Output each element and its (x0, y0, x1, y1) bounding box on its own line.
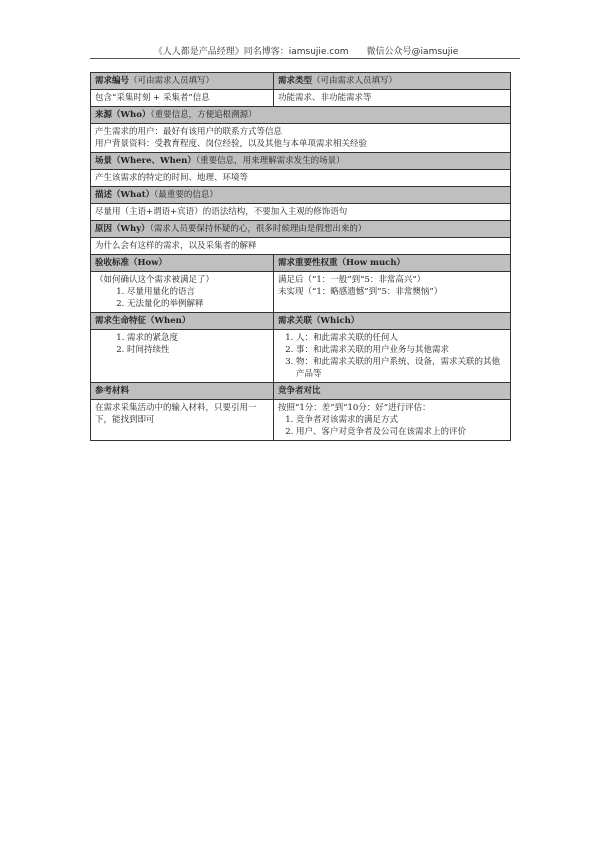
compete-label: 竞争者对比 (274, 383, 511, 400)
row-desc-value (91, 204, 511, 221)
row-reason-value (91, 238, 511, 255)
req-type-note: （可由需求人员填写） (312, 76, 398, 86)
list-item: 2. 用户、客户对竞争者及公司在该需求上的评价 (296, 426, 506, 438)
page-header (96, 44, 516, 57)
cell-req-type-header (274, 73, 511, 90)
desc-value: 尽量用（主语+谓语+宾语）的语法结构，不要加入主观的修饰语句 (91, 204, 511, 221)
weight-unrealized: 未实现（“1：略感遗憾”到“5：非常懊恼”） (278, 287, 443, 297)
cell-accept-values (91, 272, 274, 313)
req-type-label: 需求类型 (278, 76, 313, 86)
row-life-relate-header (91, 313, 511, 330)
cell-scene-header (91, 153, 511, 170)
desc-label: 描述（What） (95, 190, 155, 200)
reason-label: 原因（Why） (95, 224, 150, 234)
row-desc-header (91, 187, 511, 204)
source-label: 来源（Who） (95, 110, 151, 120)
compete-list (278, 414, 506, 438)
list-item: 3. 物：和此需求关联的用户系统、设备，需求关联的其他产品等 (296, 356, 506, 380)
accept-label: 验收标准（How） (91, 255, 274, 272)
weight-label: 需求重要性权重（How much） (274, 255, 511, 272)
relate-label: 需求关联（Which） (274, 313, 511, 330)
source-line-background: 用户背景资料：受教育程度、岗位经验，以及其他与本单项需求相关经验 (95, 139, 368, 149)
list-item: 1. 竞争者对该需求的满足方式 (296, 414, 506, 426)
compete-intro: 按照“1分：差”到“10分：好”进行评估： (278, 403, 431, 413)
row-ref-compete-values (91, 400, 511, 441)
scene-note: （重要信息，用来理解需求发生的场景） (195, 156, 345, 166)
row-life-relate-values (91, 330, 511, 383)
life-label: 需求生命特征（When） (91, 313, 274, 330)
weight-satisfied: 满足后（“1：一般”到“5：非常高兴”） (278, 275, 426, 285)
cell-weight-values (274, 272, 511, 313)
row-source-header (91, 107, 511, 124)
req-id-value: 包含“采集时刻 + 采集者”信息 (91, 90, 274, 107)
row-source-values (91, 124, 511, 153)
row-scene-header (91, 153, 511, 170)
list-item: 1. 需求的紧急度 (127, 332, 269, 344)
cell-life-values (91, 330, 274, 383)
row-id-type-values (91, 90, 511, 107)
row-accept-weight-values (91, 272, 511, 313)
cell-req-id-header (91, 73, 274, 90)
desc-note: （最重要的信息） (154, 190, 218, 200)
reason-value: 为什么会有这样的需求，以及采集者的解释 (91, 238, 511, 255)
cell-compete-values (274, 400, 511, 441)
source-note: （重要信息，方便追根溯源） (150, 110, 257, 120)
requirement-form-table (90, 72, 511, 441)
relate-list (278, 332, 506, 380)
row-scene-value (91, 170, 511, 187)
row-ref-compete-header (91, 383, 511, 400)
cell-relate-values (274, 330, 511, 383)
scene-value: 产生该需求的特定的时间、地理、环境等 (91, 170, 511, 187)
list-item: 2. 事：和此需求关联的用户业务与其他需求 (296, 344, 506, 356)
life-list (95, 332, 269, 356)
header-blog: 《人人都是产品经理》同名博客：iamsujie.com (153, 47, 349, 57)
header-divider (90, 58, 520, 59)
list-item: 2. 时间持续性 (127, 344, 269, 356)
cell-desc-header (91, 187, 511, 204)
req-id-label: 需求编号 (95, 76, 130, 86)
req-type-value: 功能需求、非功能需求等 (274, 90, 511, 107)
source-line-user: 产生需求的用户：最好有该用户的联系方式等信息 (95, 127, 283, 137)
row-reason-header (91, 221, 511, 238)
reason-note: （需求人员要保持怀疑的心，很多时候理由是假想出来的） (149, 224, 367, 234)
cell-source-header (91, 107, 511, 124)
req-id-note: （可由需求人员填写） (129, 76, 215, 86)
list-item: 2. 无法量化的举例解释 (127, 298, 269, 310)
cell-source-values (91, 124, 511, 153)
list-item: 1. 人：和此需求关联的任何人 (296, 332, 506, 344)
list-item: 1. 尽量用量化的语言 (127, 286, 269, 298)
row-id-type-header (91, 73, 511, 90)
accept-list (95, 286, 269, 310)
ref-value: 在需求采集活动中的输入材料，只要引用一下，能找到即可 (91, 400, 274, 441)
row-accept-weight-header (91, 255, 511, 272)
ref-label: 参考材料 (91, 383, 274, 400)
header-wechat: 微信公众号@iamsujie (366, 47, 459, 57)
accept-intro: （如何确认这个需求被满足了） (95, 275, 215, 285)
cell-reason-header (91, 221, 511, 238)
scene-label: 场景（Where、When） (95, 156, 196, 166)
